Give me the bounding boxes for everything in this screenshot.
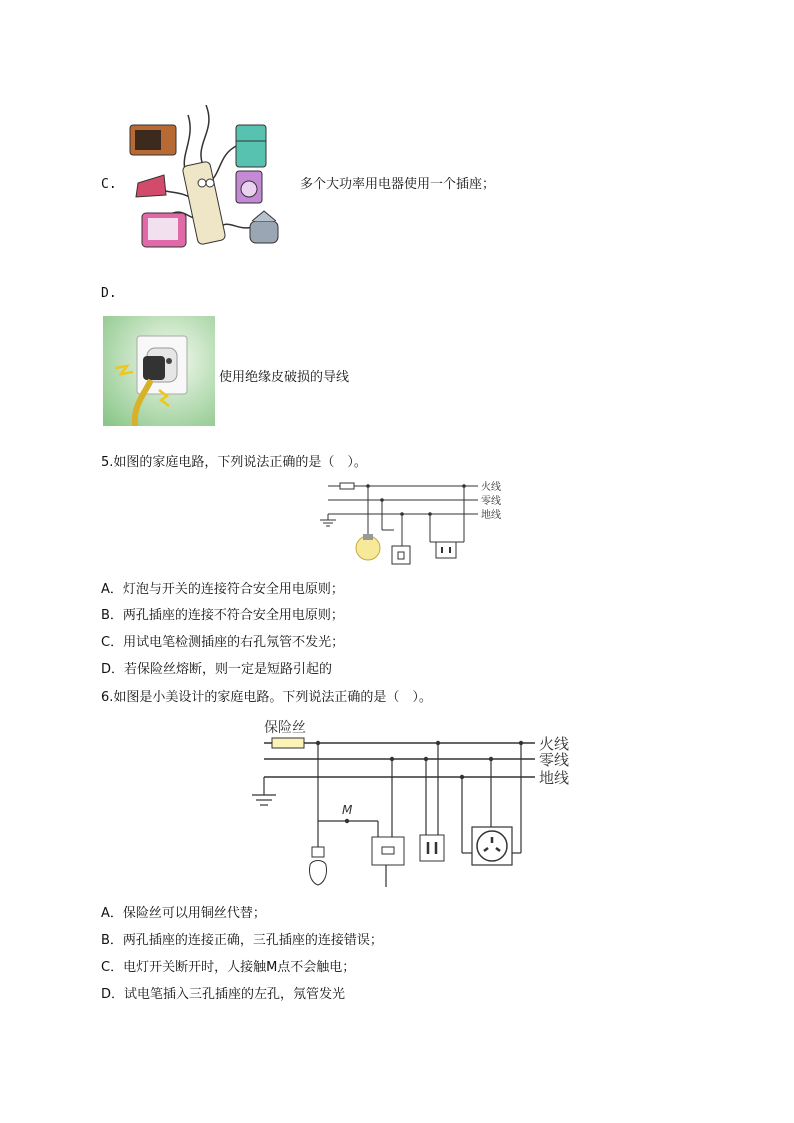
q5-label-live: 火线 (481, 482, 501, 493)
overloaded-socket-illustration (128, 105, 298, 260)
q5-option-c: C．用试电笔检测插座的右孔氖管不发光； (101, 635, 345, 650)
q5-label-neutral: 零线 (481, 496, 501, 507)
option-c-letter: C. (101, 177, 117, 192)
q5-option-a: A．灯泡与开关的连接符合安全用电原则； (101, 582, 344, 597)
q6-circuit-diagram (250, 715, 580, 893)
q6-label-m: M (342, 803, 353, 817)
q6-option-c: C．电灯开关断开时，人接触M点不会触电； (101, 960, 356, 975)
option-d-text: 使用绝缘皮破损的导线 (219, 370, 350, 385)
q6-option-b: B．两孔插座的连接正确，三孔插座的连接错误； (101, 933, 383, 948)
q5-option-d: D．若保险丝熔断，则一定是短路引起的 (101, 662, 333, 677)
q6-label-live: 火线 (539, 735, 570, 753)
q6-label-fuse: 保险丝 (264, 720, 306, 736)
damaged-wire-illustration (103, 316, 215, 426)
q6-label-ground: 地线 (539, 769, 570, 787)
q6-option-d: D．试电笔插入三孔插座的左孔，氖管发光 (101, 987, 346, 1002)
q5-stem: 5.如图的家庭电路，下列说法正确的是（ ）。 (101, 455, 367, 470)
q5-label-ground: 地线 (481, 510, 501, 521)
q6-option-a: A．保险丝可以用铜丝代替； (101, 906, 266, 921)
option-c-text: 多个大功率用电器使用一个插座； (300, 177, 496, 192)
q5-circuit-diagram (318, 478, 518, 570)
q6-label-neutral: 零线 (539, 751, 570, 769)
q5-option-b: B．两孔插座的连接不符合安全用电原则； (101, 608, 344, 623)
option-d-letter: D. (101, 286, 117, 301)
q6-stem: 6.如图是小美设计的家庭电路。下列说法正确的是（ ）。 (101, 690, 432, 705)
